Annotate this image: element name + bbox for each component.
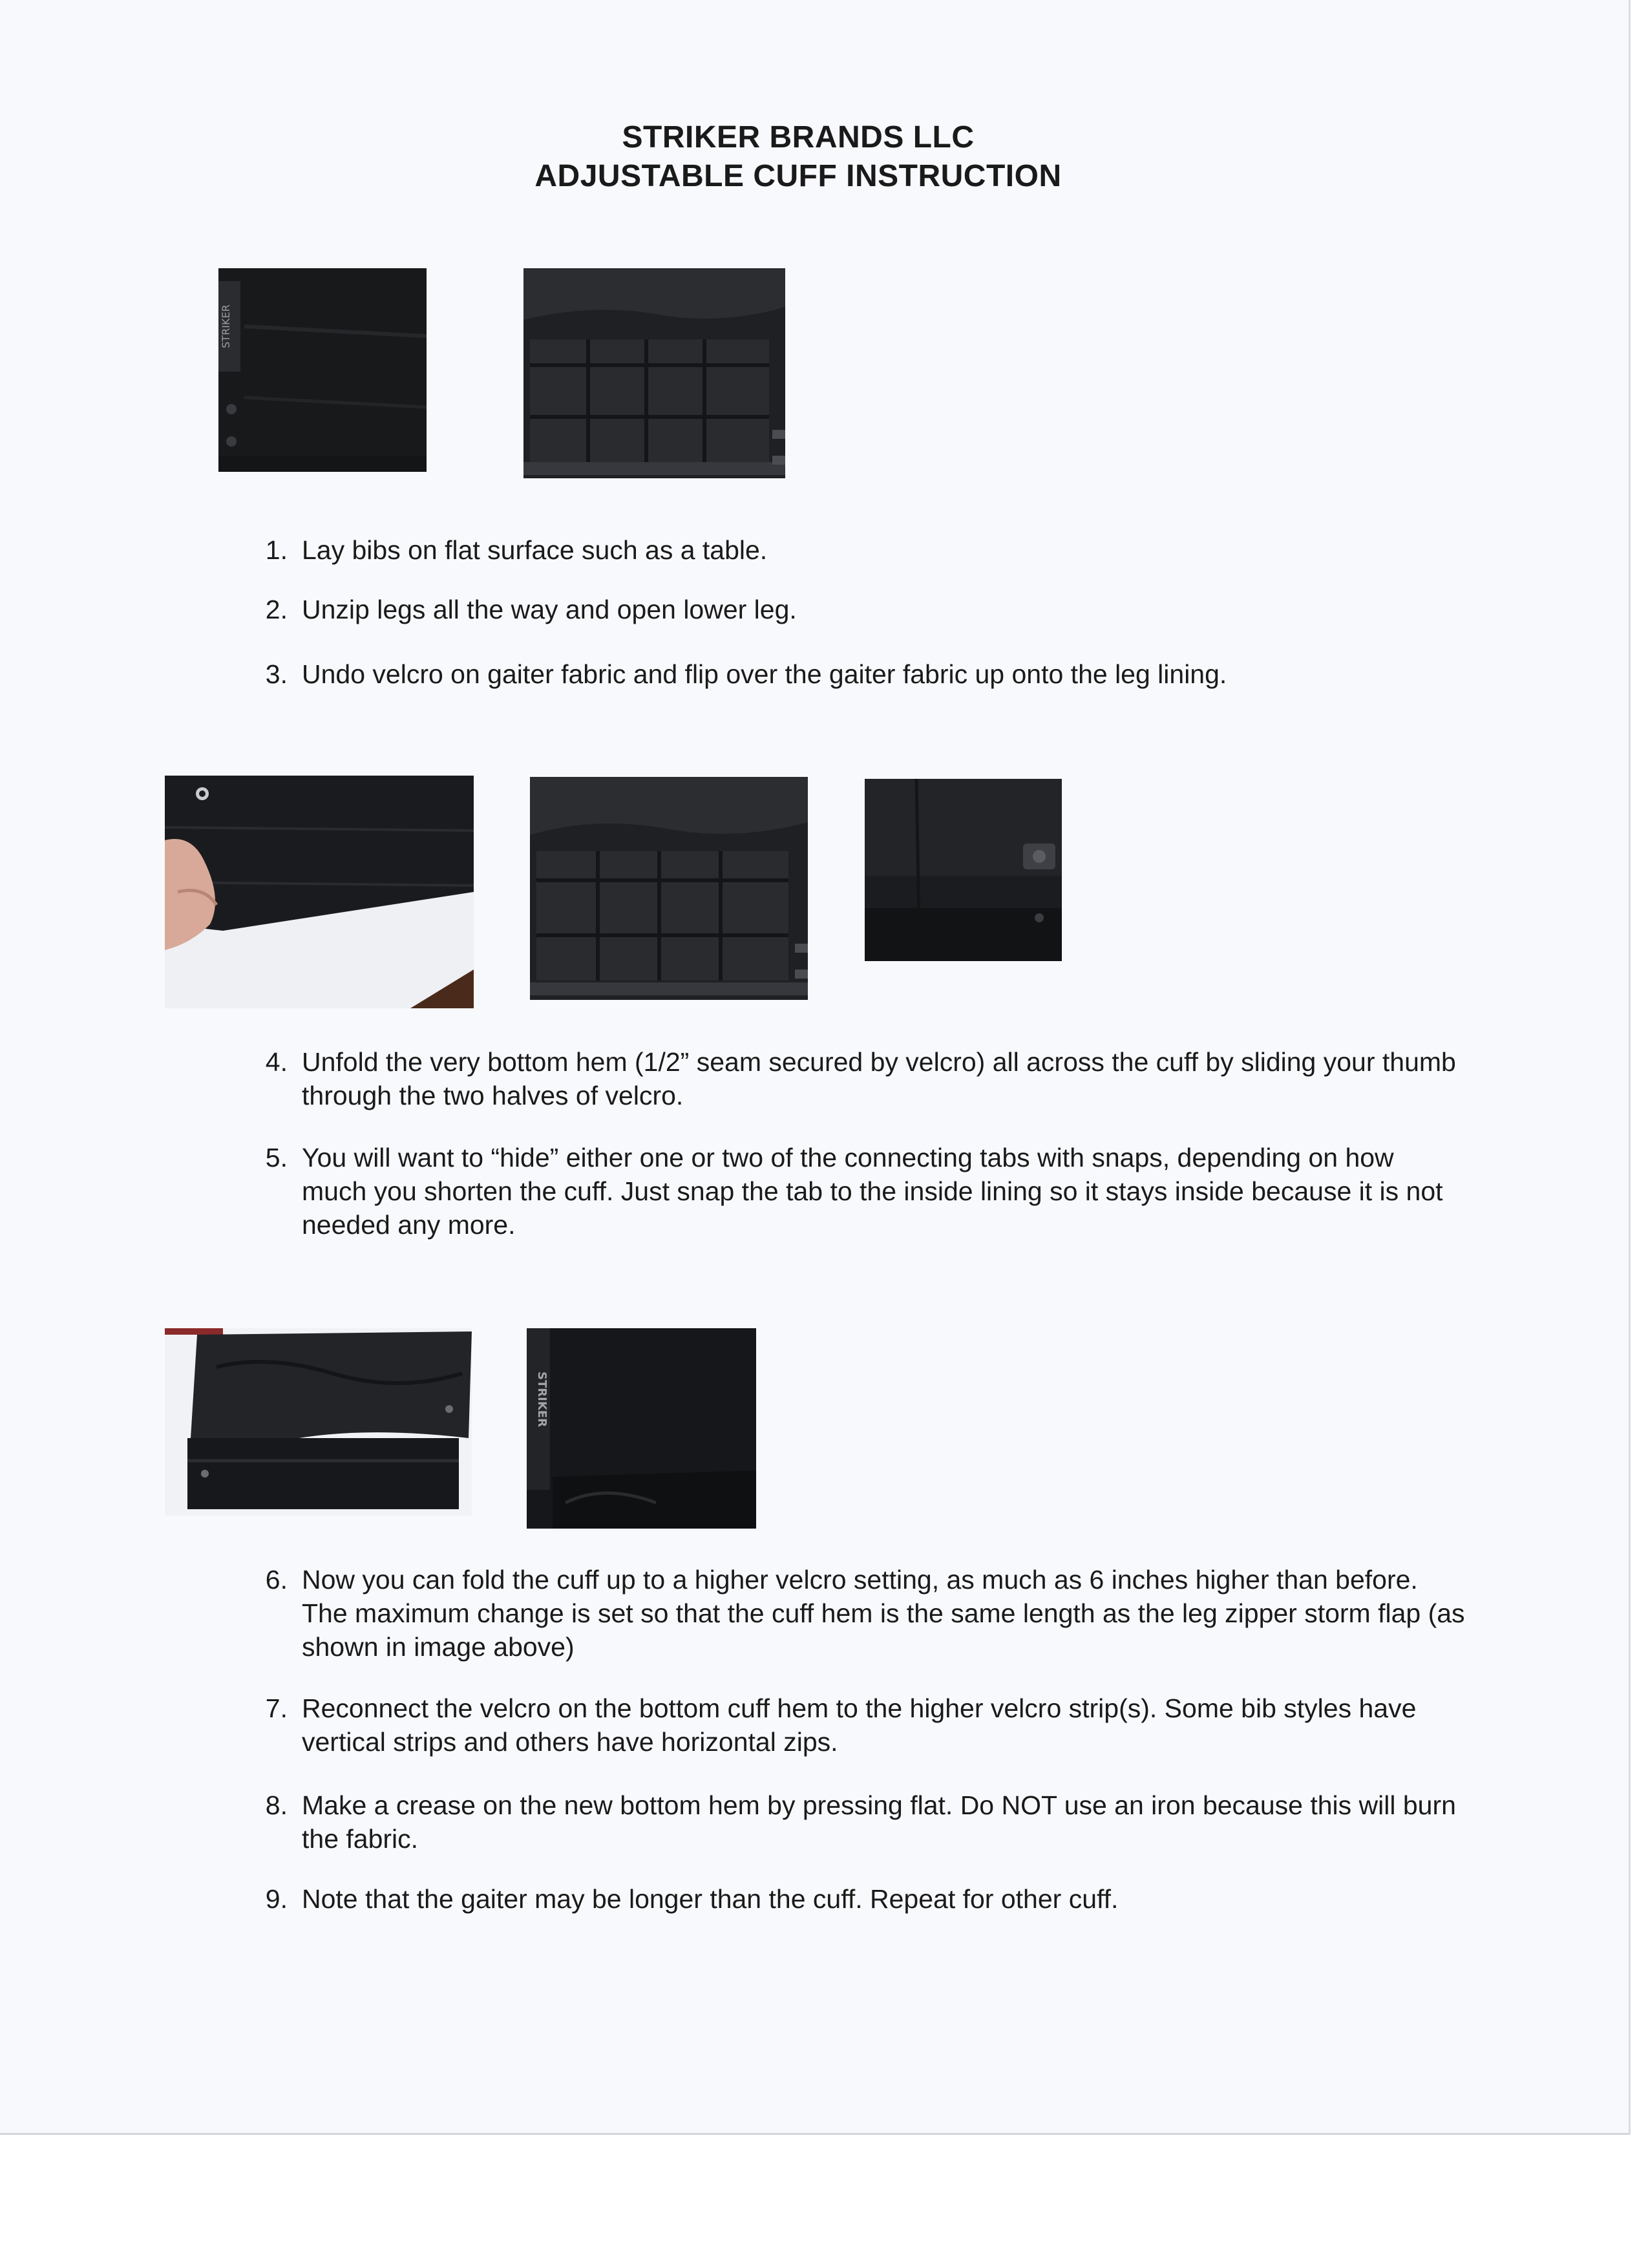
step-number: 3. — [265, 659, 288, 689]
photo-tab-hidden — [165, 1328, 472, 1516]
step-number: 2. — [265, 595, 288, 624]
step-number: 7. — [265, 1693, 288, 1723]
step-text: Lay bibs on flat surface such as a table. — [302, 535, 768, 565]
step-text: Now you can fold the cuff up to a higher velcro setting, as much as 6 inches higher than before. The maximum change is set so that the cuff hem is the same length as the leg zipper storm flap (as shown in image above) — [302, 1565, 1465, 1662]
step-number: 5. — [265, 1143, 288, 1172]
photo-brand-label: STRIKER — [535, 1372, 549, 1427]
document-title: ADJUSTABLE CUFF INSTRUCTION — [534, 159, 1062, 193]
step-text: Reconnect the velcro on the bottom cuff hem to the higher velcro strip(s). Some bib styles have vertical strips and others have horizontal zips. — [302, 1693, 1417, 1757]
photo-cuff-unzipped — [523, 268, 785, 478]
photo-brand-label: STRIKER — [220, 304, 232, 348]
step-number: 9. — [265, 1884, 288, 1914]
step-text: Unfold the very bottom hem (1/2” seam secured by velcro) all across the cuff by sliding your thumb through the two halves of velcro. — [302, 1047, 1456, 1110]
step-number: 1. — [265, 535, 288, 565]
photo-cuff-finished — [527, 1328, 756, 1529]
step-text: Undo velcro on gaiter fabric and flip over the gaiter fabric up onto the leg lining. — [302, 659, 1227, 689]
photo-cuff-folded — [218, 268, 427, 472]
step-number: 8. — [265, 1790, 288, 1820]
company-name: STRIKER BRANDS LLC — [622, 120, 975, 154]
step-number: 6. — [265, 1565, 288, 1595]
photo-tab-snap — [865, 779, 1062, 961]
step-number: 4. — [265, 1047, 288, 1077]
step-text: Unzip legs all the way and open lower leg. — [302, 595, 797, 624]
step-text: You will want to “hide” either one or two of the connecting tabs with snaps, depending on how much you shorten the cuff. Just snap the tab to the inside lining so it stays inside because it is not needed any more. — [302, 1143, 1443, 1240]
photo-unfold-hem — [165, 776, 474, 1008]
photo-gaiter-flipped — [530, 777, 808, 1000]
step-text: Make a crease on the new bottom hem by pressing flat. Do NOT use an iron because this will burn the fabric. — [302, 1790, 1456, 1854]
step-text: Note that the gaiter may be longer than the cuff. Repeat for other cuff. — [302, 1884, 1119, 1914]
